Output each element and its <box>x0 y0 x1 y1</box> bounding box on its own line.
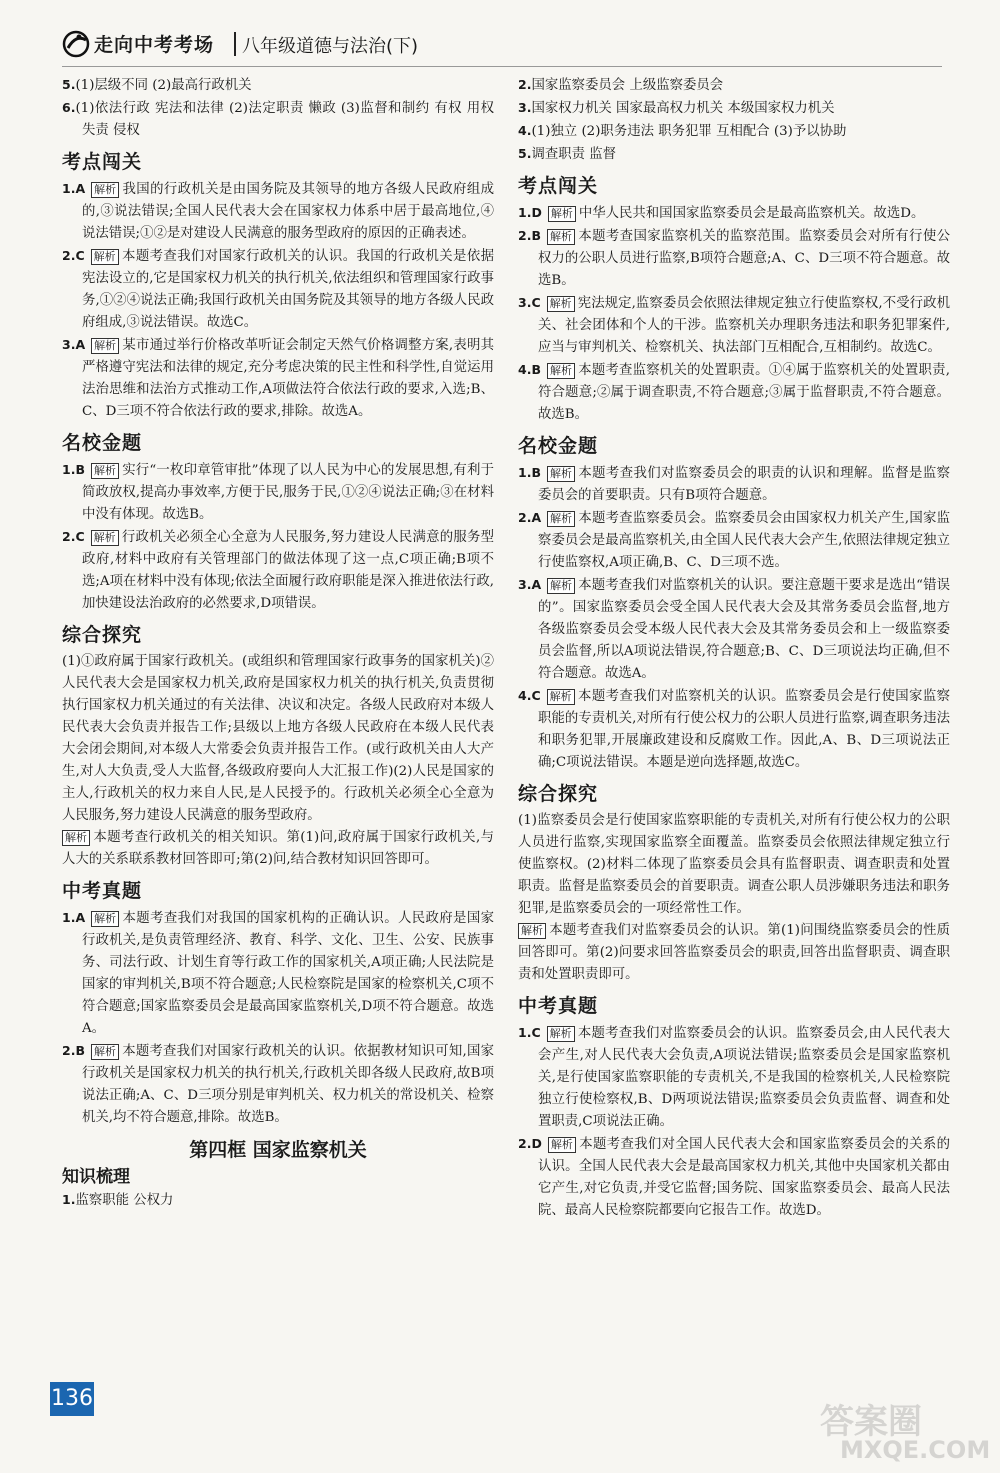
section-heading: 中考真题 <box>62 880 143 902</box>
analysis-tag: 解析 <box>547 511 575 527</box>
list-item: 2.国家监察委员会 上级监察委员会 <box>518 77 724 93</box>
list-item: 5.调查职责 监督 <box>518 146 617 162</box>
section-heading: 综合探究 <box>62 624 143 646</box>
answer-item: 2.B 解析 本题考查我们对国家行政机关的认识。依据教材知识可知,国家行政机关是国家权力机关的执行机关,行政机关即各级人民政府,故B项说法正确;A、C、D三项分别是审判机关、权力机关的常设机关、检察机关,均不符合题意,排除。故选B。 <box>62 1043 494 1125</box>
analysis-tag: 解析 <box>547 229 575 245</box>
page-number: 136 <box>50 1382 94 1416</box>
analysis-tag: 解析 <box>91 338 119 354</box>
answer-item: 1.B 解析 实行“一枚印章管审批”体现了以人民为中心的发展思想,有利于简政放权,提高办事效率,方便于民,服务于民,①②④说法正确;③在材料中没有体现。故选B。 <box>62 462 494 522</box>
list-item: 5.(1)层级不同 (2)最高行政机关 <box>62 77 252 93</box>
analysis-tag: 解析 <box>548 1137 576 1153</box>
watermark-url: MXQE.COM <box>840 1436 991 1464</box>
answer-item: 4.C 解析 本题考查我们对监察机关的认识。监察委员会是行使国家监察职能的专责机关,对所有行使公权力的公职人员进行监察,调查职务违法和职务犯罪,开展廉政建设和反腐败工作。因此,A、B、D三项说法正确;C项说法错误。本题是逆向选择题,故选C。 <box>518 688 950 770</box>
analysis-tag: 解析 <box>91 463 119 479</box>
book-subtitle: 八年级道德与法治(下) <box>242 36 419 57</box>
section-heading: 名校金题 <box>62 432 143 454</box>
analysis-tag: 解析 <box>547 1026 575 1042</box>
analysis-tag: 解析 <box>547 689 575 705</box>
answer-item: 3.A 解析 本题考查我们对监察机关的认识。要注意题干要求是选出“错误的”。国家监察委员会受全国人民代表大会及其常务委员会监督,地方各级监察委员会受本级人民代表大会及其常务委员会和上一级监察委员会监督,所以A项说法错误,符合题意;B、C、D三项说法均正确,但不符合题意。故选A。 <box>518 577 950 681</box>
list-item: 1.监察职能 公权力 <box>62 1192 174 1208</box>
analysis-tag: 解析 <box>91 182 119 198</box>
section-heading: 综合探究 <box>518 783 599 805</box>
analysis-paragraph: 解析 本题考查行政机关的相关知识。第(1)问,政府属于国家行政机关,与人大的关系联系教材回答即可;第(2)问,结合教材知识回答即可。 <box>62 830 494 867</box>
brand-name: 走向中考考场 <box>94 34 215 56</box>
analysis-tag: 解析 <box>91 911 119 927</box>
analysis-tag: 解析 <box>91 1044 119 1060</box>
analysis-tag: 解析 <box>547 466 575 482</box>
section-heading: 名校金题 <box>518 435 599 457</box>
answer-item: 2.D 解析 本题考查我们对全国人民代表大会和国家监察委员会的关系的认识。全国人民代表大会是最高国家权力机关,其他中央国家机关都由它产生,对它负责,并受它监督;国务院、国家监察委员会、最高人民法院、最高人民检察院都要向它报告工作。故选D。 <box>518 1136 950 1218</box>
page-header <box>62 26 522 66</box>
header-rule <box>62 66 942 67</box>
analysis-tag: 解析 <box>547 363 575 379</box>
answer-paragraph: (1)①政府属于国家行政机关。(或组织和管理国家行政事务的国家机关)②人民代表大会是国家权力机关,政府是国家权力机关的执行机关,负责贯彻执行国家权力机关通过的有关法律、决议和决定。各级人民政府对本级人民代表大会负责并报告工作;县级以上地方各级人民政府在本级人民代表大会闭会期间,对本级人大常委会负责并报告工作。(或行政机关由人大产生,对人大负责,受人大监督,各级政府要向人大汇报工作)(2)人民是国家的主人,行政机关的权力来自人民,是人民授予的。行政机关必须全心全意为人民服务,努力建设人民满意的服务型政府。 <box>62 654 494 823</box>
answer-item: 1.A 解析 本题考查我们对我国的国家机构的正确认识。人民政府是国家行政机关,是负责管理经济、教育、科学、文化、卫生、公安、民族事务、司法行政、计划生育等行政工作的国家机关,A项正确;人民法院是国家的审判机关,B项不符合题意;人民检察院是国家的检察机关,C项不符合题意;国家监察委员会是最高国家监察机关,D项不符合题意。故选A。 <box>62 910 494 1036</box>
answer-item: 1.A 解析 我国的行政机关是由国务院及其领导的地方各级人民政府组成的,③说法错误;全国人民代表大会在国家权力体系中居于最高地位,④说法错误;①②是对建设人民满意的服务型政府的原因的正确表述。 <box>62 181 494 241</box>
section-heading: 考点闯关 <box>518 175 599 197</box>
runner-logo-icon <box>62 30 90 58</box>
analysis-tag: 解析 <box>91 249 119 265</box>
analysis-tag: 解析 <box>547 578 575 594</box>
section-heading: 考点闯关 <box>62 151 143 173</box>
answer-item: 2.C 解析 本题考查我们对国家行政机关的认识。我国的行政机关是依据宪法设立的,它是国家权力机关的执行机关,依法组织和管理国家行政事务,①②④说法正确;我国行政机关由国务院及其领导的地方各级人民政府组成,③说法错误。故选C。 <box>62 248 494 330</box>
subsection-heading: 知识梳理 <box>62 1167 130 1187</box>
chapter-title: 第四框 国家监察机关 <box>189 1139 367 1161</box>
answer-item: 1.C 解析 本题考查我们对监察委员会的认识。监察委员会,由人民代表大会产生,对人民代表大会负责,A项说法错误;监察委员会是国家监察机关,是行使国家监察职能的专责机关,不是我国的检察机关,人民检察院独立行使检察权,B、D两项说法错误;监察委员会负责监督、调查和处置职责,C项说法正确。 <box>518 1025 950 1129</box>
answer-item: 4.B 解析 本题考查监察机关的处置职责。①④属于监察机关的处置职责,符合题意;②属于调查职责,不符合题意;③属于监督职责,不符合题意。故选B。 <box>518 362 950 422</box>
answer-item: 1.B 解析 本题考查我们对监察委员会的职责的认识和理解。监督是监察委员会的首要职责。只有B项符合题意。 <box>518 465 950 503</box>
answer-item: 3.A 解析 某市通过举行价格改革听证会制定天然气价格调整方案,表明其严格遵守宪法和法律的规定,充分考虑决策的民主性和科学性,自觉运用法治思维和法治方式推动工作,A项做法符合依法行政的要求,入选;B、C、D三项不符合依法行政的要求,排除。故选A。 <box>62 337 494 419</box>
section-heading: 中考真题 <box>518 995 599 1017</box>
analysis-tag: 解析 <box>518 923 546 939</box>
header-separator <box>234 32 236 56</box>
answer-item: 1.D 解析 中华人民共和国国家监察委员会是最高监察机关。故选D。 <box>518 205 925 221</box>
analysis-tag: 解析 <box>91 530 119 546</box>
analysis-paragraph: 解析 本题考查我们对监察委员会的认识。第(1)问围绕监察委员会的性质回答即可。第(2)问要求回答监察委员会的职责,回答出监督职责、调查职责和处置职责即可。 <box>518 923 950 982</box>
right-column <box>518 74 950 1222</box>
answer-item: 2.C 解析 行政机关必须全心全意为人民服务,努力建设人民满意的服务型政府,材料中政府有关管理部门的做法体现了这一点,C项正确;B项不选;A项在材料中没有体现;依法全面履行政府职能是深入推进依法行政,加快建设法治政府的必然要求,D项错误。 <box>62 529 494 611</box>
list-item: 4.(1)独立 (2)职务违法 职务犯罪 互相配合 (3)予以协助 <box>518 123 847 139</box>
answer-item: 2.A 解析 本题考查监察委员会。监察委员会由国家权力机关产生,国家监察委员会是最高监察机关,由全国人民代表大会产生,依照法律规定独立行使监察权,A项正确,B、C、D三项不选。 <box>518 510 950 570</box>
list-item: 3.国家权力机关 国家最高权力机关 本级国家权力机关 <box>518 100 835 116</box>
answer-item: 3.C 解析 宪法规定,监察委员会依照法律规定独立行使监察权,不受行政机关、社会团体和个人的干涉。监察机关办理职务违法和职务犯罪案件,应当与审判机关、检察机关、执法部门互相配合,互相制约。故选C。 <box>518 295 950 355</box>
watermark-logo: 答案圈 <box>820 1402 922 1442</box>
left-column <box>62 74 494 1212</box>
answer-item: 2.B 解析 本题考查国家监察机关的监察范围。监察委员会对所有行使公权力的公职人员进行监察,B项符合题意;A、C、D三项不符合题意。故选B。 <box>518 228 950 288</box>
answer-paragraph: (1)监察委员会是行使国家监察职能的专责机关,对所有行使公权力的公职人员进行监察,实现国家监察全面覆盖。监察委员会依照法律规定独立行使监察权。(2)材料二体现了监察委员会具有监督职责、调查职责和处置职责。监督是监察委员会的首要职责。调查公职人员涉嫌职务违法和职务犯罪,是监察委员会的一项经常性工作。 <box>518 813 950 916</box>
list-item: 6.(1)依法行政 宪法和法律 (2)法定职责 懒政 (3)监督和制约 有权 用权 失责 侵权 <box>62 100 494 138</box>
analysis-tag: 解析 <box>547 296 575 312</box>
analysis-tag: 解析 <box>548 206 576 222</box>
analysis-tag: 解析 <box>62 830 90 846</box>
